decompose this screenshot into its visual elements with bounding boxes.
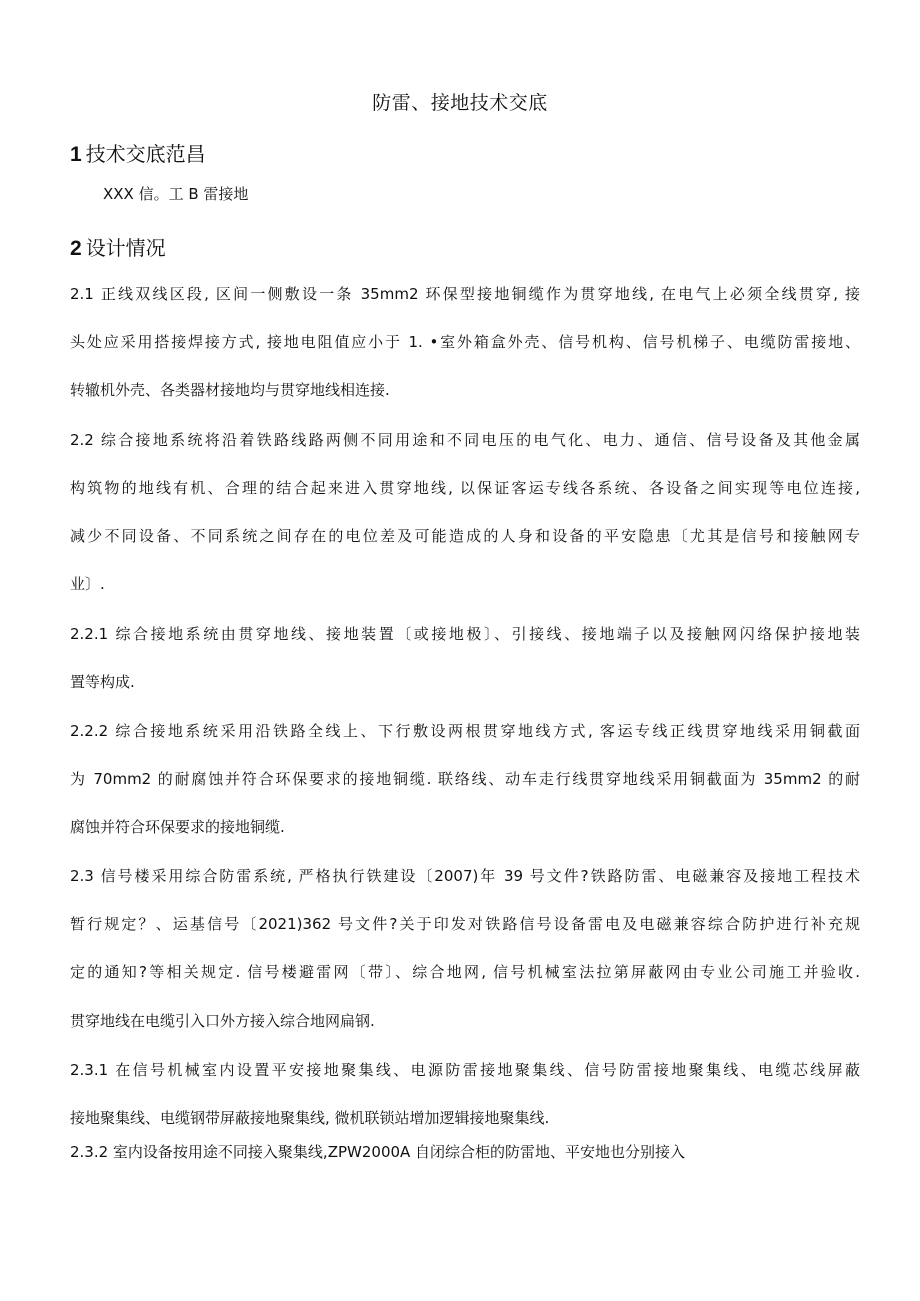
paragraph-line: 2.2 综合接地系统将沿着铁路线路两侧不同用途和不同电压的电气化、电力、通信、信号设备及其他金属 xyxy=(70,431,860,449)
paragraph-line: 2.2.2 综合接地系统采用沿铁路全线上、下行敷设两根贯穿地线方式, 客运专线正线贯穿地线采用铜截面 xyxy=(70,722,860,740)
paragraph-line: 接地聚集线、电缆钢带屏蔽接地聚集线, 微机联锁站增加逻辑接地聚集线. xyxy=(70,1109,550,1127)
paragraph-line: 为 70mm2 的耐腐蚀并符合环保要求的接地铜缆. 联络线、动车走行线贯穿地线采用铜截面为 35mm2 的耐 xyxy=(70,770,860,788)
paragraph-line: 转辙机外壳、各类器材接地均与贯穿地线相连接. xyxy=(70,381,390,399)
paragraph-line: 2.3 信号楼采用综合防雷系统, 严格执行铁建设〔2007)年 39 号文件?铁路防雷、电磁兼容及接地工程技术 xyxy=(70,867,860,885)
paragraph-line: 2.2.1 综合接地系统由贯穿地线、接地装置〔或接地极〕、引接线、接地端子以及接触网闪络保护接地装 xyxy=(70,625,860,643)
paragraph-line: 腐蚀并符合环保要求的接地铜缆. xyxy=(70,818,285,836)
section1-body: XXX 信。工 B 雷接地 xyxy=(103,185,249,203)
paragraph-line: 贯穿地线在电缆引入口外方接入综合地网扁钢. xyxy=(70,1012,375,1030)
paragraph-line: 头处应采用搭接焊接方式, 接地电阻值应小于 1. •室外箱盒外壳、信号机构、信号机梯子、电缆防雷接地、 xyxy=(70,333,860,351)
section-heading-1 xyxy=(70,138,206,167)
section-heading-text: 技术交底范昌 xyxy=(85,142,206,166)
section-number: 2 xyxy=(70,237,82,260)
section-number: 1 xyxy=(70,143,82,166)
paragraph-line: 2.3.2 室内设备按用途不同接入聚集线,ZPW2000A 自闭综合柜的防雷地、平安地也分别接入 xyxy=(70,1143,686,1161)
document-title: 防雷、接地技术交底 xyxy=(372,92,548,114)
paragraph-line: 构筑物的地线有机、合理的结合起来进入贯穿地线, 以保证客运专线各系统、各设备之间实现等电位连接, xyxy=(70,479,860,497)
paragraph-line: 暂行规定？、运基信号〔2021)362 号文件?关于印发对铁路信号设备雷电及电磁兼容综合防护进行补充规 xyxy=(70,915,860,933)
section-heading-text: 设计情况 xyxy=(85,236,166,260)
paragraph-line: 减少不同设备、不同系统之间存在的电位差及可能造成的人身和设备的平安隐患〔尤其是信号和接触网专 xyxy=(70,527,860,545)
paragraph-line: 2.3.1 在信号机械室内设置平安接地聚集线、电源防雷接地聚集线、信号防雷接地聚集线、电缆芯线屏蔽 xyxy=(70,1061,860,1079)
section-heading-2 xyxy=(70,232,166,261)
paragraph-line: 置等构成. xyxy=(70,673,135,691)
paragraph-line: 业〕. xyxy=(70,575,105,593)
paragraph-line: 定的通知?等相关规定. 信号楼避雷网〔带〕、综合地网, 信号机械室法拉第屏蔽网由专业公司施工并验收. xyxy=(70,963,860,981)
paragraph-line: 2.1 正线双线区段, 区间一侧敷设一条 35mm2 环保型接地铜缆作为贯穿地线, 在电气上必须全线贯穿, 接 xyxy=(70,285,860,303)
